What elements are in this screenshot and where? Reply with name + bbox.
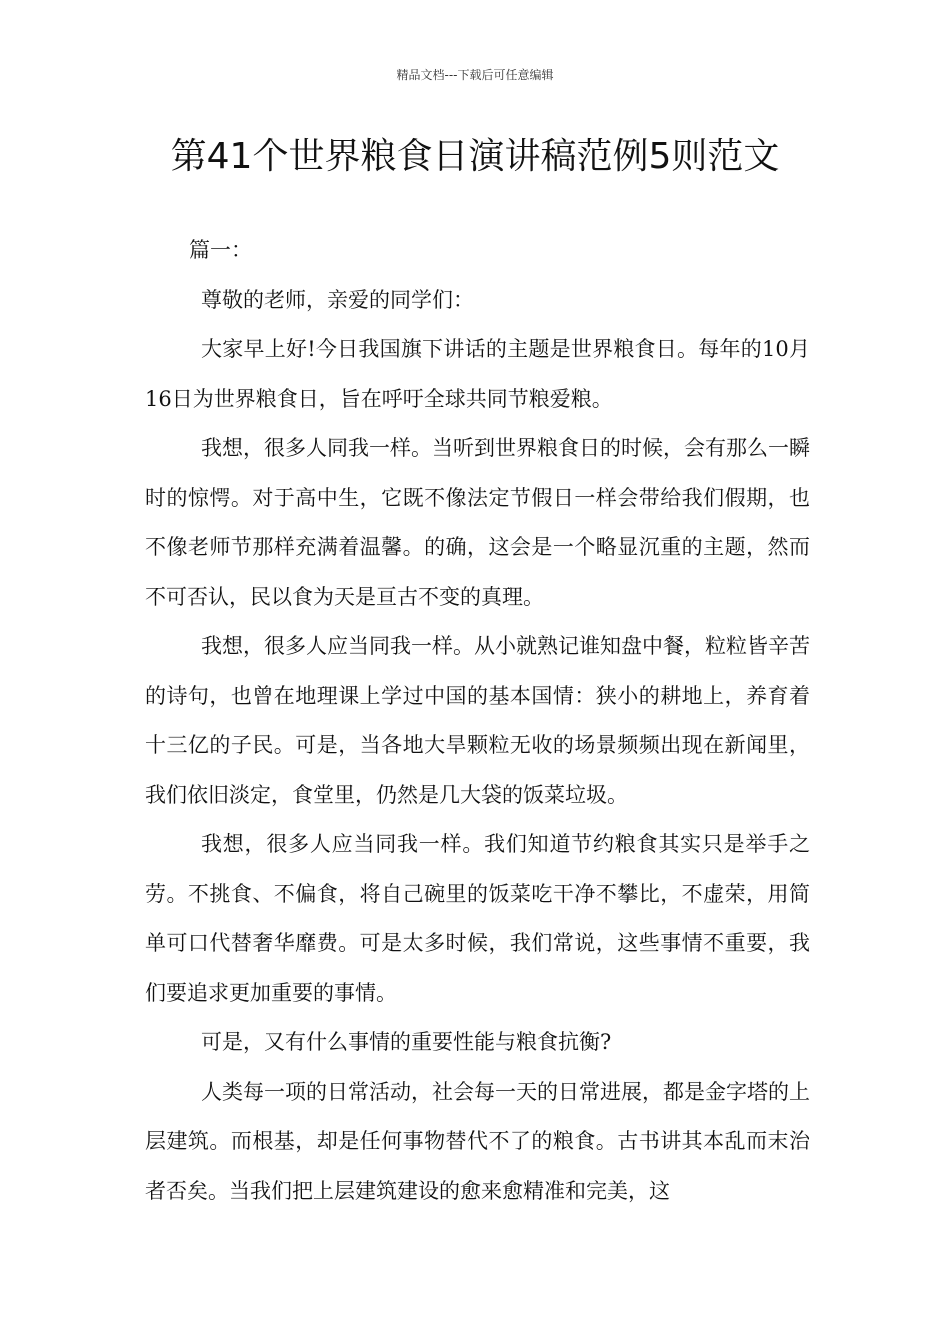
paragraph: 可是，又有什么事情的重要性能与粮食抗衡? [201,1030,612,1054]
paragraph-greeting: 尊敬的老师，亲爱的同学们： [201,287,474,312]
paragraph: 人类每一项的日常活动，社会每一天的日常进展，都是金字塔的上层建筑。而根基，却是任何事物替代不了的粮食。古书讲其本乱而末治者否矣。当我们把上层建筑建设的愈来愈精准和完美，这 [145,1079,810,1203]
paragraph: 我想，很多人应当同我一样。从小就熟记谁知盘中餐，粒粒皆辛苦的诗句，也曾在地理课上学过中国的基本国情：狭小的耕地上，养育着十三亿的子民。可是，当各地大旱颗粒无收的场景频频出现在新闻里，我们依旧淡定，食堂里，仍然是几大袋的饭菜垃圾。 [145,634,810,807]
document-title: 第41个世界粮食日演讲稿范例5则范文 [170,136,780,177]
header-note: 精品文档---下载后可任意编辑 [396,68,554,82]
paragraph: 我想，很多人同我一样。当听到世界粮食日的时候，会有那么一瞬时的惊愕。对于高中生，它既不像法定节假日一样会带给我们假期，也不像老师节那样充满着温馨。的确，这会是一个略显沉重的主题，然而不可否认，民以食为天是亘古不变的真理。 [145,436,810,609]
document-body [145,226,810,1216]
paragraph: 大家早上好!今日我国旗下讲话的主题是世界粮食日。每年的10月16日为世界粮食日，旨在呼吁全球共同节粮爱粮。 [145,337,810,411]
section-label: 篇一： [189,238,252,262]
paragraph: 我想，很多人应当同我一样。我们知道节约粮食其实只是举手之劳。不挑食、不偏食，将自己碗里的饭菜吃干净不攀比，不虚荣，用简单可口代替奢华靡费。可是太多时候，我们常说，这些事情不重要，我们要追求更加重要的事情。 [145,832,810,1005]
